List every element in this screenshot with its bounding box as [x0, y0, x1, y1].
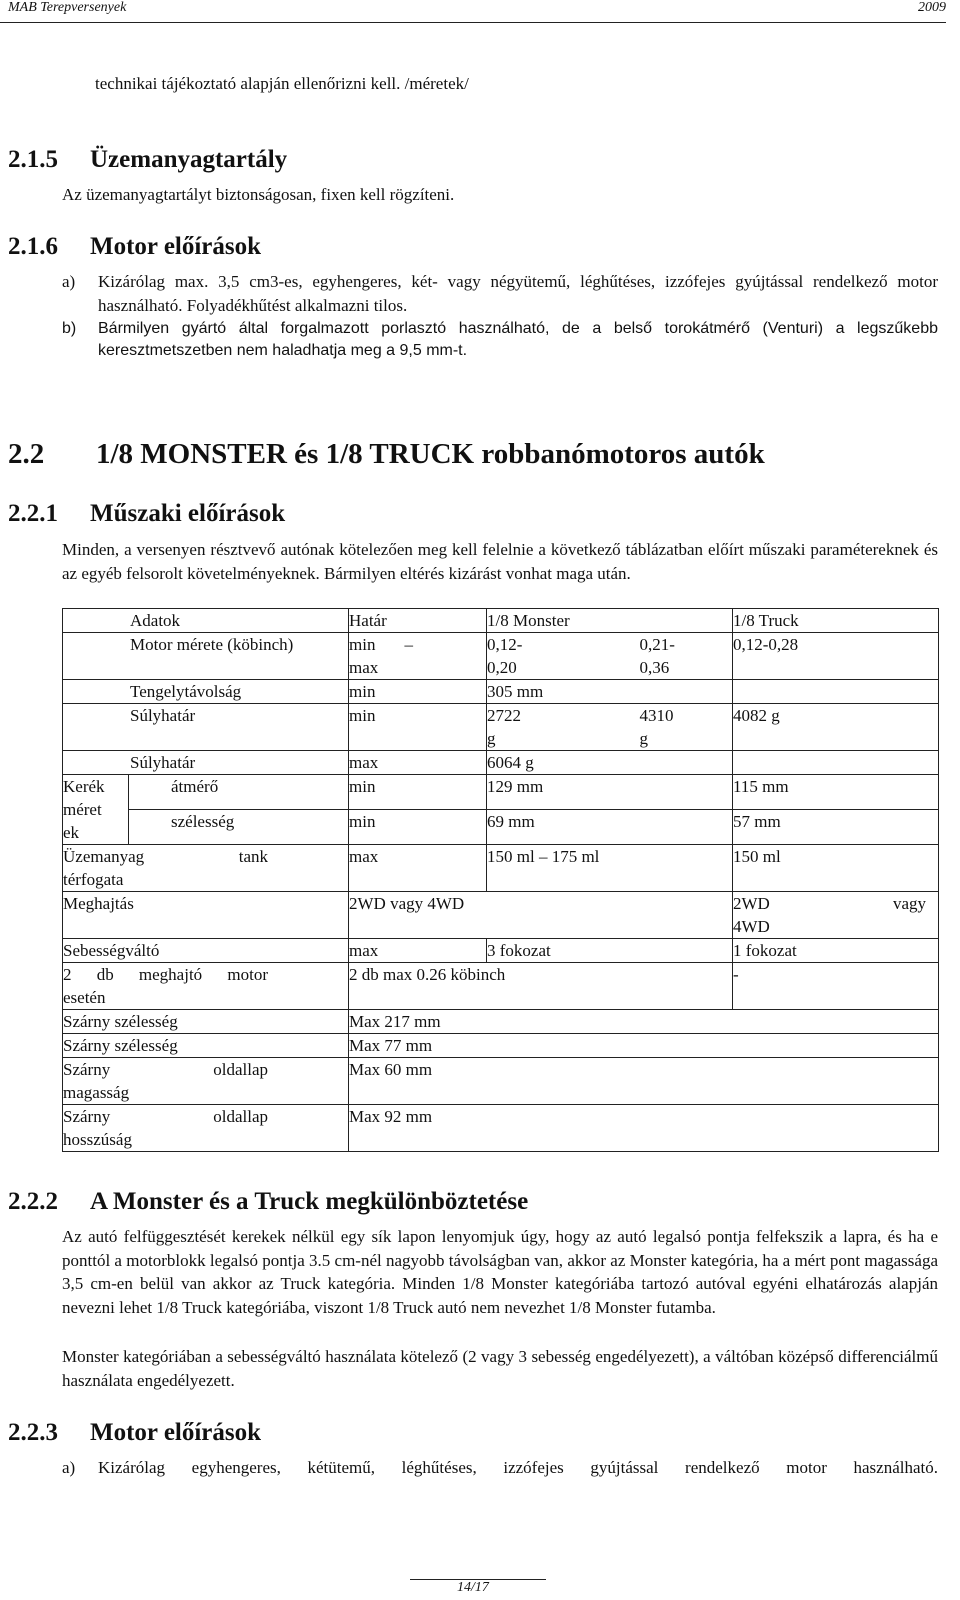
cell-label: Kerék méret ek [63, 775, 129, 845]
cell-label: Motor mérete (köbinch) [63, 633, 349, 680]
cell-truck: 2WD vagy 4WD [733, 892, 939, 939]
cell-truck [733, 680, 939, 704]
list-2-1-6 [62, 270, 938, 362]
cell-label: Szárny oldallap magasság [63, 1058, 349, 1105]
cell-hatar: max [349, 845, 487, 892]
item-text: Bármilyen gyártó által forgalmazott porlasztó használható, de a belső torokátmérő (Venturi) a legszűkebb keresztmetszetben nem haladhatja meg a 9,5 mm-t. [98, 320, 938, 359]
cell-label: Súlyhatár [63, 704, 349, 751]
cell-hatar: min [349, 810, 487, 845]
table-row [63, 775, 939, 810]
heading-2-2-3 [8, 1419, 261, 1447]
cell-hatar: min [349, 680, 487, 704]
cell-hatar: min [349, 704, 487, 751]
table-row [63, 845, 939, 892]
table-row [63, 963, 939, 1010]
heading-number: 2.1.5 [8, 146, 58, 173]
cell-truck: 0,12-0,28 [733, 633, 939, 680]
heading-title: A Monster és a Truck megkülönböztetése [90, 1188, 529, 1215]
spec-table [62, 608, 938, 1152]
cell-value: Max 77 mm [349, 1034, 939, 1058]
item-text: Kizárólag egyhengeres, kétütemű, léghűtéses, izzófejes gyújtással rendelkező motor használható. [98, 1458, 938, 1477]
table-header-row [63, 609, 939, 633]
cell-label: Meghajtás [63, 892, 349, 939]
cell-label: Üzemanyag tank térfogata [63, 845, 349, 892]
table-row [63, 1058, 939, 1105]
heading-2-1-5 [8, 146, 287, 174]
table-row [63, 1010, 939, 1034]
cell-truck: - [733, 963, 939, 1010]
intro-line: technikai tájékoztató alapján ellenőrizni kell. /méretek/ [95, 74, 469, 93]
table-row [63, 633, 939, 680]
cell-monster: 3 fokozat [487, 939, 733, 963]
header-rule [0, 22, 946, 23]
cell-label: 2 db meghajtó motor esetén [63, 963, 349, 1010]
table-row [63, 892, 939, 939]
list-item [62, 270, 938, 317]
paragraph-2-2-2-b: Monster kategóriában a sebességváltó használata kötelező (2 vagy 3 sebesség engedélyezett), a váltóban középső differenciálmű használata engedélyezett. [62, 1347, 938, 1390]
cell-hatar: min [349, 775, 487, 810]
cell-label: Sebességváltó [63, 939, 349, 963]
cell-label: Tengelytávolság [63, 680, 349, 704]
cell-monster: 2722 g 4310 g [487, 704, 733, 751]
list-item [62, 318, 938, 362]
heading-number: 2.2.3 [8, 1419, 58, 1446]
heading-number: 2.2 [8, 438, 45, 470]
cell-sublabel: átmérő [129, 775, 349, 810]
heading-number: 2.1.6 [8, 233, 58, 260]
table-row [63, 810, 939, 845]
cell-truck: 1 fokozat [733, 939, 939, 963]
cell-hatar: max [349, 751, 487, 775]
cell-monster: 129 mm [487, 775, 733, 810]
cell-truck: 150 ml [733, 845, 939, 892]
th-hatar: Határ [349, 609, 487, 633]
cell-truck [733, 751, 939, 775]
paragraph-2-2-2-a: Az autó felfüggesztését kerekek nélkül egy sík lapon lenyomjuk úgy, hogy az autó legalsó pontja felfekszik a lapra, és ha e ponttól a motorblokk legalsó pontja 3.5 cm-nél nagyobb távolságban van, akkor az Monster kategória, ha a mért pont magassága 3,5 cm-en belül van akkor az Truck kategória. Minden 1/8 Monster kategóriába tartozó autóval egyéni elhatározás alapján nevezni lehet 1/8 Truck kategóriába, viszont 1/8 Truck autó nem nevezhet 1/8 Monster futamba. [62, 1227, 938, 1317]
heading-title: Motor előírások [90, 1419, 262, 1446]
cell-monster: 0,12- 0,20 0,21- 0,36 [487, 633, 733, 680]
page-number: 14/17 [457, 1580, 489, 1595]
cell-truck: 115 mm [733, 775, 939, 810]
cell-label: Súlyhatár [63, 751, 349, 775]
cell-monster: 6064 g [487, 751, 733, 775]
cell-hatar: min – max [349, 633, 487, 680]
cell-value: Max 92 mm [349, 1105, 939, 1152]
cell-sublabel: szélesség [129, 810, 349, 845]
heading-2-2 [8, 438, 765, 471]
list-item [62, 1456, 938, 1480]
table-row [63, 939, 939, 963]
heading-title: Üzemanyagtartály [90, 146, 288, 173]
heading-title: Műszaki előírások [90, 500, 286, 527]
cell-value: 2WD vagy 4WD [349, 892, 733, 939]
cell-truck: 57 mm [733, 810, 939, 845]
cell-monster: 305 mm [487, 680, 733, 704]
item-text: Kizárólag max. 3,5 cm3-es, egyhengeres, két- vagy négyütemű, léghűtéses, izzófejes gyújtással rendelkező motor használható. Folyadékhűtést alkalmazni tilos. [98, 272, 938, 315]
cell-truck: 4082 g [733, 704, 939, 751]
cell-label: Szárny szélesség [63, 1010, 349, 1034]
item-label: a) [62, 1458, 76, 1477]
heading-title: 1/8 MONSTER és 1/8 TRUCK robbanómotoros autók [96, 438, 765, 470]
th-truck: 1/8 Truck [733, 609, 939, 633]
cell-monster: 69 mm [487, 810, 733, 845]
th-monster: 1/8 Monster [487, 609, 733, 633]
paragraph-2-2-1: Minden, a versenyen résztvevő autónak kötelezően meg kell felelnie a következő táblázatban előírt műszaki paramétereknek és az egyéb felsorolt követelményeknek. Bármilyen eltérés kizárást vonhat maga után. [62, 540, 938, 583]
table-row [63, 1105, 939, 1152]
header-left: MAB Terepversenyek [8, 0, 127, 15]
cell-value: Max 60 mm [349, 1058, 939, 1105]
table-row [63, 1034, 939, 1058]
heading-number: 2.2.1 [8, 500, 58, 527]
cell-monster: 150 ml – 175 ml [487, 845, 733, 892]
table-row [63, 680, 939, 704]
cell-hatar: max [349, 939, 487, 963]
heading-2-2-2 [8, 1188, 528, 1216]
cell-label: Szárny szélesség [63, 1034, 349, 1058]
heading-2-1-6 [8, 233, 261, 261]
cell-value: 2 db max 0.26 köbinch [349, 963, 733, 1010]
item-label: b) [62, 320, 77, 337]
th-adatok: Adatok [63, 609, 349, 633]
heading-title: Motor előírások [90, 233, 262, 260]
cell-value: Max 217 mm [349, 1010, 939, 1034]
item-label: a) [62, 272, 76, 291]
heading-number: 2.2.2 [8, 1188, 58, 1215]
header-year: 2009 [918, 0, 946, 15]
table-row [63, 751, 939, 775]
paragraph-2-1-5: Az üzemanyagtartályt biztonságosan, fixen kell rögzíteni. [62, 185, 455, 204]
heading-2-2-1 [8, 500, 285, 528]
table-row [63, 704, 939, 751]
cell-label: Szárny oldallap hosszúság [63, 1105, 349, 1152]
